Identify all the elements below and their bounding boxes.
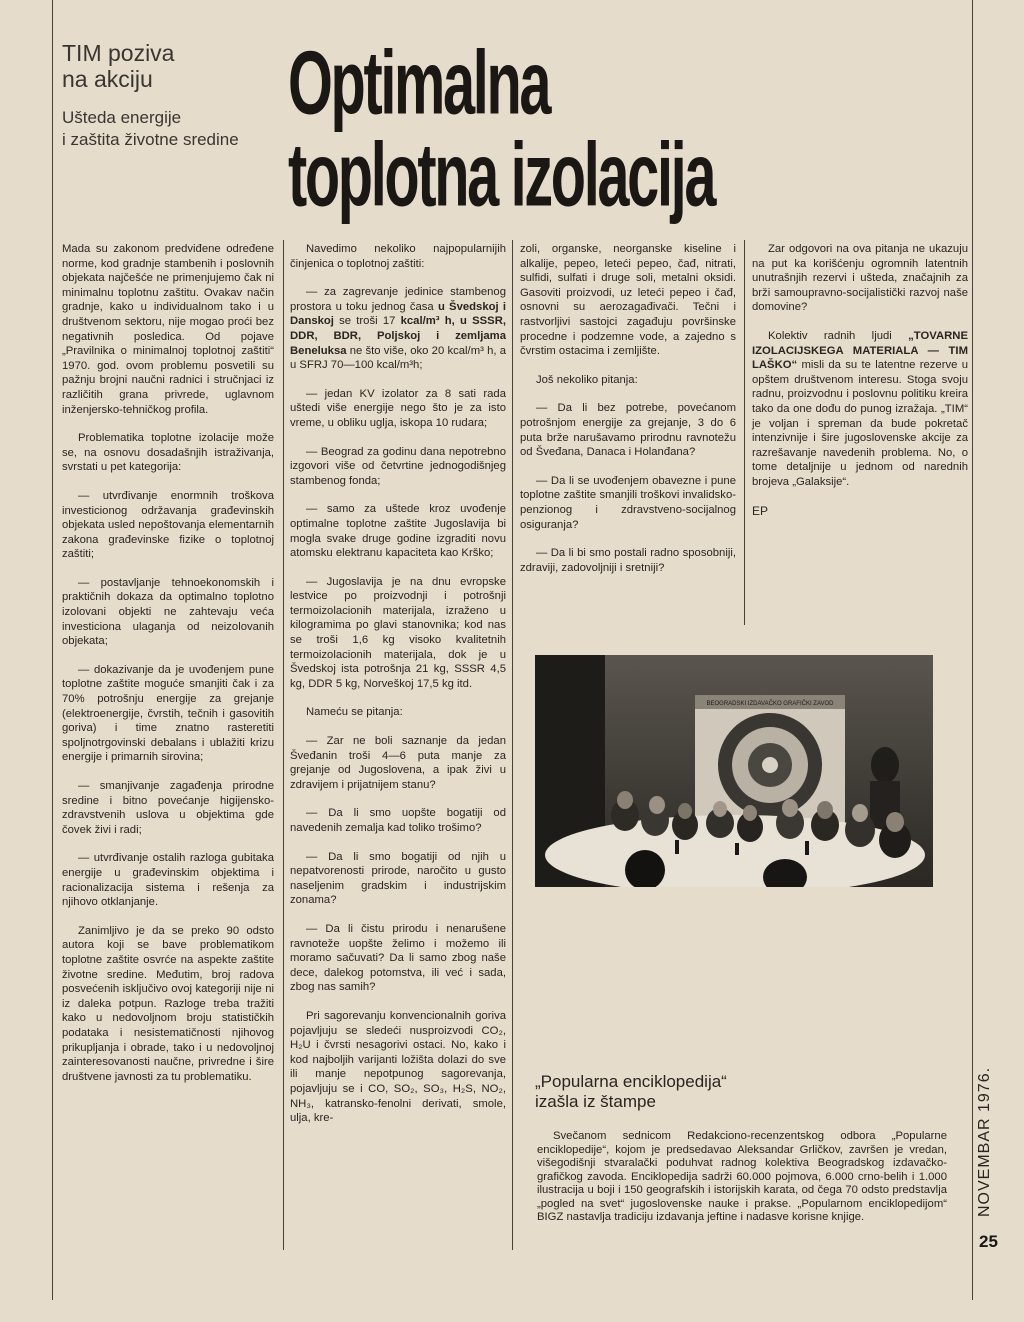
column-rule-1 <box>283 240 284 1250</box>
paragraph: — samo za uštede kroz uvođenje optimalne toplotne zaštite Jugoslavija bi mogla svake druge godine izgraditi novu atomsku elektranu kapaciteta kao Krško; <box>290 503 506 560</box>
column-4 <box>752 242 968 518</box>
column-2 <box>290 242 506 1140</box>
paragraph: — Da li se uvođenjem obavezne i pune toplotne zaštite smanjili troškovi invalidsko-penzionog i zdravstveno-socijalnog osiguranja? <box>520 474 736 531</box>
paragraph: — jedan KV izolator za 8 sati rada uštedi više energije nego što je za isto vreme, u obliku uglja, iskopa 10 rudara; <box>290 387 506 429</box>
bust-statue <box>871 747 899 783</box>
paragraph: — Da li smo bogatiji od njih u nepatvorenosti prirode, naročito u gusto naseljenim gradskim i industrijskim zonama? <box>290 850 506 907</box>
headline-line-1: Optimalna <box>288 31 550 134</box>
paragraph: — Da li čistu prirodu i nenarušene ravnoteže uopšte želimo i možemo ili moramo sačuvati? Da li samo zbog naše dece, dalekog potomstva, ili već i sada, zbog nas samih? <box>290 922 506 994</box>
paragraph: — postavljanje tehnoekonomskih i praktičnih dokaza da optimalno toplotno izolovani objekti ne zahtevaju veća investiciona ulaganja od neizolovanih objekata; <box>62 576 274 648</box>
kicker-line-2: na akciju <box>62 66 153 92</box>
kicker-line-1: TIM poziva <box>62 40 175 66</box>
paragraph: — utvrđivanje enormnih troškova investicionog održavanja građevinskih objekata usled nepoštovanja elementarnih zakona građevinske fizike o toplotnoj zaštiti; <box>62 489 274 561</box>
paragraph: — Da li bez potrebe, povećanom potrošnjom energije za grejanje, 3 do 6 puta brže narušavamo prirodnu ravnotežu od Šveđana, Danaca i Holanđana? <box>520 402 736 459</box>
bold-span: u Švedskoj i Danskoj <box>290 300 507 328</box>
sidebar-title-line-2: izašla iz štampe <box>535 1092 656 1111</box>
paragraph: — dokazivanje da je uvođenjem pune toplotne zaštite moguće smanjiti čak i za 70% potrošnju energije za grejanje (elektroenergije, čvrstih, tečnih i gasovitih goriva) i time znatno rasteretiti spoljnotrgovinski debalans i ublažiti krizu energije i primarnih sirovina; <box>62 663 274 764</box>
left-border-rule <box>52 0 53 1300</box>
kicker <box>62 40 292 150</box>
sidebar-article-body: Svečanom sednicom Redakciono-recenzentskog odbora „Popularne enciklopedije“, kojom je predsedavao Aleksandar Grličkov, završen je vredan, višegodišnji stvaralački poduhvat radnog kolektiva Beogradskog izdavačko-grafičkog zavoda. Enciklopedija sadrži 60.000 pojmova, 6.000 crno-belih i 1.000 ilustracija u boji i 150 geografskih i istorijskih karata, od čega 70 odsto predstavlja „pogled na svet“ jugoslovenske nauke i prakse. „Popularnom enciklopedijom“ BIGZ nastavlja tradiciju izdavanja jeftine i nadasve korisne knjige. <box>537 1130 947 1223</box>
paragraph <box>752 329 968 490</box>
kicker-sub-1: Ušteda energije <box>62 108 182 127</box>
paragraph: — Beograd za godinu dana nepotrebno izgovori više od četvrtine jednogodišnjeg stambenog fonda; <box>290 445 506 487</box>
paragraph: zoli, organske, neorganske kiseline i alkalije, pepeo, leteći pepeo, čađ, nitrati, sulfidi, sulfati i druge soli, metalni oksidi. Gasoviti proizvodi, uz leteći pepeo i čađ, osnovni su aerozagađivači. Tečni i rastvorljivi sastojci zagađuju površinske procedne i podzemne vode, a zajedno s čvrstim ostacima i zemljište. <box>520 243 736 358</box>
paragraph: Problematika toplotne izolacije može se, na osnovu dosadašnjih istraživanja, svrstati u pet kategorija: <box>62 432 274 474</box>
column-rule-2 <box>512 240 513 1250</box>
paragraph: Navedimo nekoliko najpopularnijih činjenica o toplotnoj zaštiti: <box>290 243 506 270</box>
column-rule-3 <box>744 240 745 625</box>
paragraph: Zar odgovori na ova pitanja ne ukazuju na put ka korišćenju ogromnih latentnih unutrašnjih rezervi i ušteda, značajnih za brži samoupravno-socijalistički razvoj naše domovine? <box>752 243 968 314</box>
meeting-photo <box>535 655 933 887</box>
text-span: se troši 17 <box>333 315 401 328</box>
paragraph: Zanimljivo je da se preko 90 odsto autora koji se bave problematikom toplotne zaštite osvrće na aspekte zaštite životne sredine. Međutim, broj radova posvećenih isključivo ovoj kategoriji nije ni iz daleka potpun. Razloge treba tražiti kako u nedovoljnom broju statističkih podataka i nesistematičnosti njihovog prikupljanja i obrade, tako i u nedovoljnoj zainteresovanosti naučne, privredne i šire društvene javnosti za tu problematiku. <box>62 924 274 1083</box>
headline <box>288 31 928 226</box>
paragraph <box>290 285 506 373</box>
poster-banner-text: BEOGRADSKI IZDAVAČKO GRAFIČKI ZAVOD <box>706 701 834 707</box>
meeting-photo-illustration <box>535 655 933 887</box>
paragraph: — smanjivanje zagađenja prirodne sredine i bitno povećanje higijensko-zdravstvenih uslova u objektima gde čovek živi i radi; <box>62 780 274 836</box>
text-span: Kolektiv radnih ljudi <box>768 329 909 342</box>
paragraph: — Zar ne boli saznanje da jedan Šveđanin troši 4—6 puta manje za grejanje od Jugoslovena, a ipak živi u zdravijem i prijatnijem stanu? <box>290 735 506 791</box>
kicker-sub-2: i zaštita životne sredine <box>62 130 239 149</box>
bold-span: „TOVARNE IZOLACIJSKEGA MATERIALA — TIM LAŠKO“ <box>752 329 968 372</box>
headline-line-2: toplotna izolacija <box>288 123 715 226</box>
sidebar-article-title <box>535 1072 935 1112</box>
paragraph: Pri sagorevanju konvencionalnih goriva pojavljuju se sledeći nusproizvodi CO₂, H₂U i čvrsti nesagorivi ostaci. No, kako i kod najboljih varijanti ložišta dolazi do sve ili manje nepotpunog sagorevanja, pojavljuju se i CO, SO₂, SO₃, H₂S, NO₂, NH₃, katransko-fenolni derivati, smole, ulja, kre- <box>290 1009 506 1125</box>
issue-label-container <box>967 1060 1007 1220</box>
text-span: — za zagrevanje jedinice stambenog prostora u toku jednog časa <box>290 286 506 313</box>
column-1 <box>62 242 274 1098</box>
text-span: misli da su te latentne rezerve u opštem društvenom interesu. Stoga svoju radnu, proizvodnu i poslovnu politiku kreira tako da one dođu do punog izražaja. „TIM“ je voljan i spreman da bude pokretač intenzivnije i šire jugoslovenske akcije za razrešavanje navedenih problema. No, o tome detaljnije u jednom od narednih brojeva „Galaksije“. <box>752 359 968 488</box>
paragraph: — utvrđivanje ostalih razloga gubitaka energije u građevinskim objektima i racionalizacija sistema i rešenja za njihovo otklanjanje. <box>62 852 274 909</box>
paragraph: — Jugoslavija je na dnu evropske lestvice po proizvodnji i potrošnji termoizolacionih materijala, izraženo u kilogramima po glavi stanovnika; kod nas se troši 1,6 kg visoko kvalitetnih termoizolacionih materijala, dok je u Švedskoj ista potrošnja 21 kg, SSSR 4,5 kg, DDR 5 kg, Norveškoj 17,5 kg itd. <box>290 575 506 690</box>
paragraph: — Da li smo uopšte bogatiji od navedenih zemalja kad toliko trošimo? <box>290 807 506 834</box>
paragraph: Mada su zakonom predviđene određene norme, kod gradnje stambenih i poslovnih objekata najčešće ne primenjujemo čak ni minimalnu toplotnu zaštitu. Ovakav način gradnje, kako u individualnom tako i u društvenom sektoru, nije mogao proći bez negativnih posledica. Od pojave „Pravilnika o minimalnoj toplotnoj zaštiti“ 1970. god. ovom problemu posvetili su pažnju brojni naučni radnici i stručnjaci iz različitih grana privrede, uglavnom inženjersko-tehničkog profila. <box>62 243 274 416</box>
page-number: 25 <box>979 1232 998 1251</box>
bold-span: kcal/m³ h, u SSSR, DDR, BDR, Poljskoj i zemljama Beneluksa <box>290 315 506 357</box>
paragraph: Nameću se pitanja: <box>306 706 403 719</box>
sidebar-title-line-1: „Popularna enciklopedija“ <box>535 1072 727 1091</box>
column-3 <box>520 242 736 589</box>
text-span: ne što više, oko 20 kcal/m³ h, a u SFRJ 70—100 kcal/m³h; <box>290 344 506 372</box>
paragraph: Još nekoliko pitanja: <box>536 373 638 386</box>
issue-date: NOVEMBAR 1976. <box>976 1066 993 1217</box>
paragraph: — Da li bi smo postali radno sposobniji, zdraviji, zadovoljniji i sretniji? <box>520 547 736 574</box>
author-signature: EP <box>752 503 769 518</box>
